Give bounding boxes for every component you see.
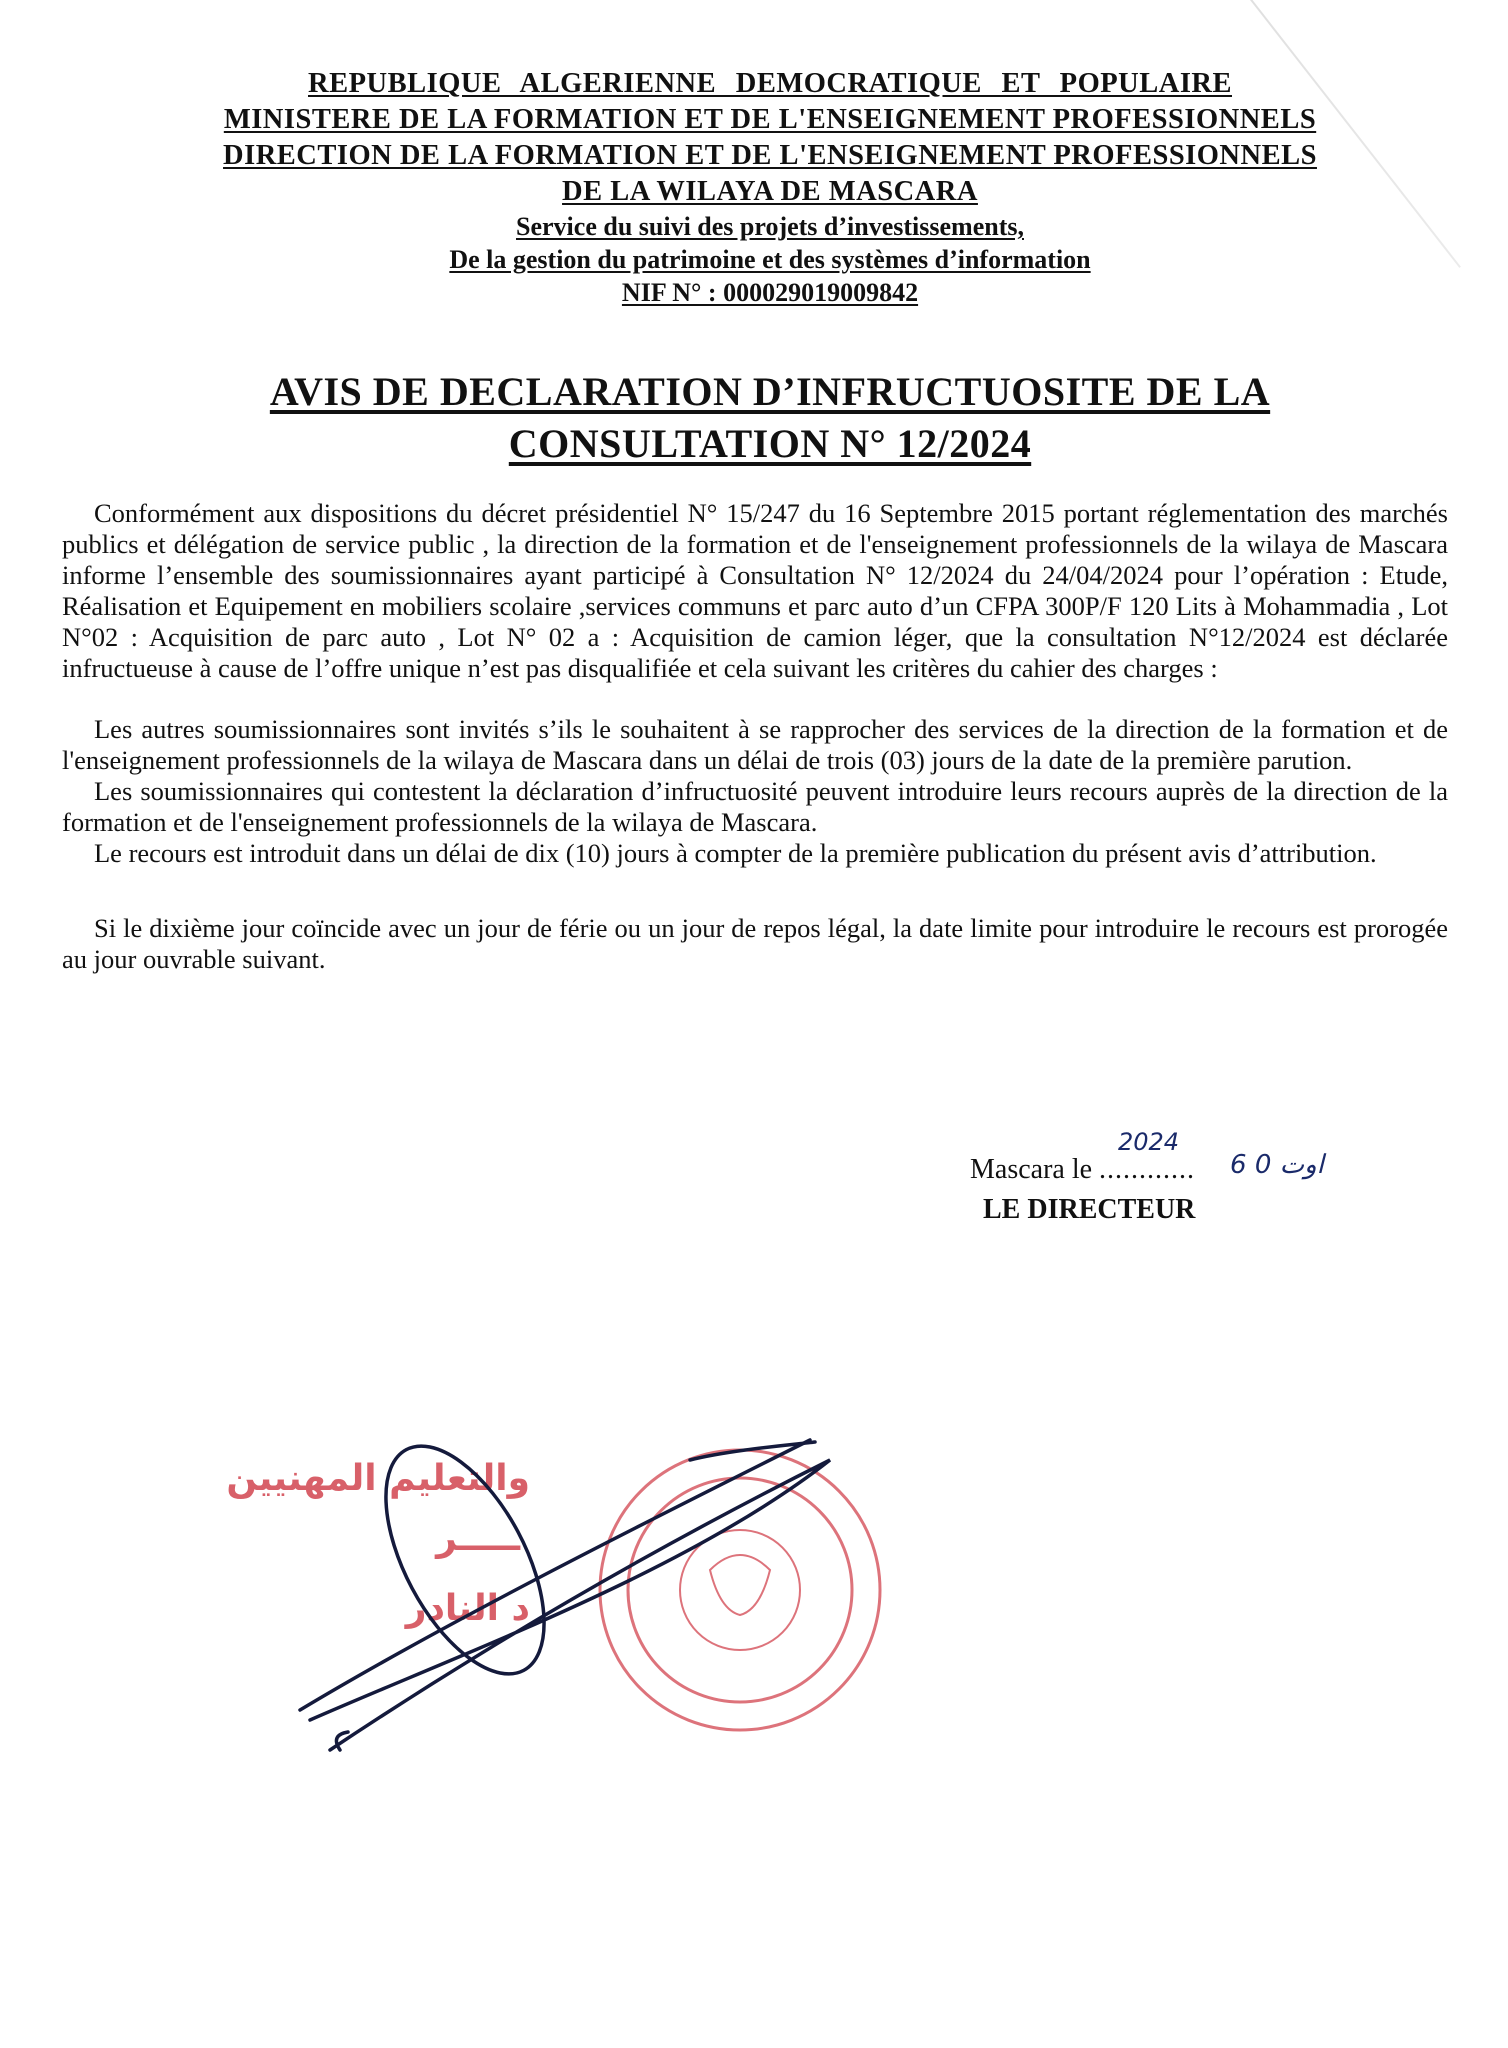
letterhead-nif: NIF N° : 000029019009842 xyxy=(621,278,919,307)
paragraph-holiday: Si le dixième jour coïncide avec un jour de férie ou un jour de repos légal, la date limite pour introduire le recours est prorogée au jour ouvrable suivant. xyxy=(62,913,1448,974)
stamp-text-3: د النادر xyxy=(405,1588,530,1629)
notice-body xyxy=(62,498,1448,975)
handwritten-day: 0 6 xyxy=(1230,1150,1272,1180)
round-seal xyxy=(600,1450,880,1730)
letterhead-ministry: MINISTERE DE LA FORMATION ET DE L'ENSEIGNEMENT PROFESSIONNELS xyxy=(223,104,1317,135)
handwritten-year: 2024 xyxy=(1118,1128,1180,1156)
letterhead xyxy=(150,66,1390,309)
notice-title xyxy=(160,366,1380,470)
paragraph-contest: Les soumissionnaires qui contestent la déclaration d’infructuosité peuvent introduire leurs recours auprès de la direction de la formation et de l'enseignement professionnels de la wilaya de Mascara. xyxy=(62,776,1448,837)
stamp-text-2: ـــــر xyxy=(436,1518,520,1559)
paragraph-delay: Le recours est introduit dans un délai de dix (10) jours à compter de la première publication du présent avis d’attribution. xyxy=(94,838,1377,868)
letterhead-service-2: De la gestion du patrimoine et des systèmes d’information xyxy=(449,245,1091,274)
notice-title-line-2: CONSULTATION N° 12/2024 xyxy=(508,421,1032,466)
signature-date xyxy=(970,1154,1195,1186)
handwritten-day-month xyxy=(1230,1150,1324,1180)
stamp-and-signature xyxy=(226,1420,910,1760)
handwritten-month: اوت xyxy=(1279,1150,1324,1180)
letterhead-service: Service du suivi des projets d’investissements, xyxy=(516,212,1024,241)
place-label: Mascara le xyxy=(970,1154,1093,1185)
paragraph-declaration: Conformément aux dispositions du décret présidentiel N° 15/247 du 16 Septembre 2015 portant réglementation des marchés publics et délégation de service public , la direction de la formation et de l'enseignement professionnels de la wilaya de Mascara informe l’ensemble des soumissionnaires ayant participé à Consultation N° 12/2024 du 24/04/2024 pour l’opération : Etude, Réalisation et Equipement en mobiliers scolaire ,services communs et parc auto d’un CFPA 300P/F 120 Lits à Mohammadia , Lot N°02 : Acquisition de parc auto , Lot N° 02 a : Acquisition de camion léger, que la consultation N°12/2024 est déclarée infructueuse à cause de l’offre unique n’est pas disqualifiée et cela suivant les critères du cahier des charges : xyxy=(62,498,1448,683)
paragraph-invitation: Les autres soumissionnaires sont invités s’ils le souhaitent à se rapprocher des services de la direction de la formation et de l'enseignement professionnels de la wilaya de Mascara dans un délai de trois (03) jours de la date de la première parution. xyxy=(62,714,1448,775)
date-dots: ............ xyxy=(1099,1154,1196,1185)
letterhead-direction: DIRECTION DE LA FORMATION ET DE L'ENSEIGNEMENT PROFESSIONNELS xyxy=(223,140,1317,171)
stamp-text-1: والتعليم المهنيين xyxy=(226,1458,530,1499)
notice-title-line-1: AVIS DE DECLARATION D’INFRUCTUOSITE DE LA xyxy=(269,369,1271,414)
letterhead-republic: REPUBLIQUE ALGERIENNE DEMOCRATIQUE ET POPULAIRE xyxy=(308,68,1232,99)
letterhead-wilaya: DE LA WILAYA DE MASCARA xyxy=(562,176,978,207)
director-title: LE DIRECTEUR xyxy=(983,1194,1196,1225)
